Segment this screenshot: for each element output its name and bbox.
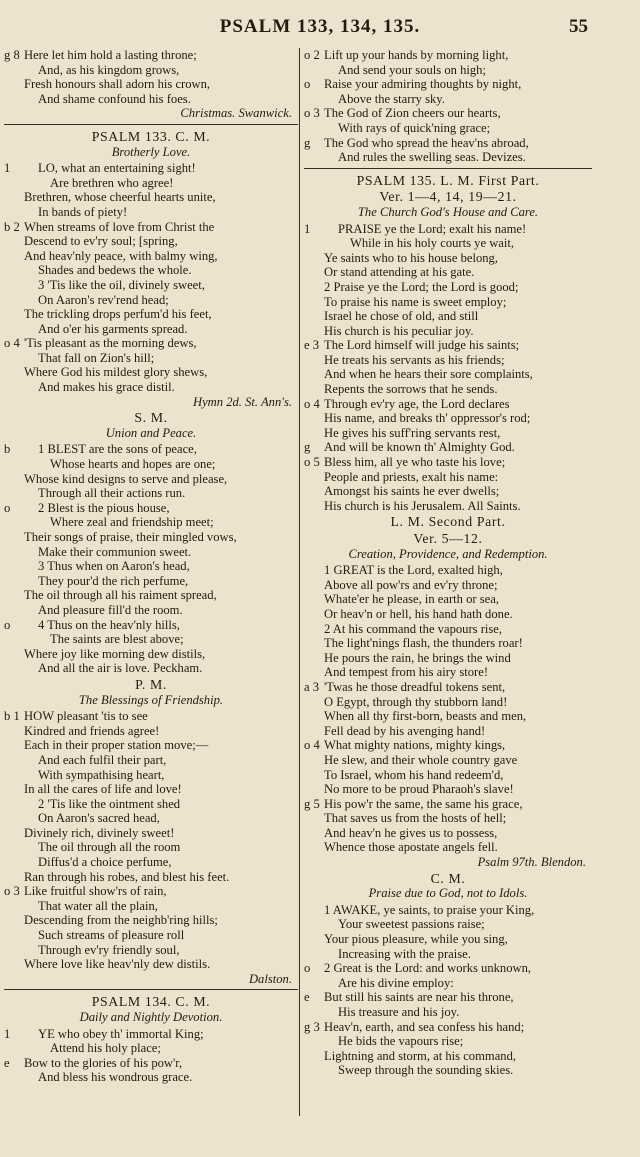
- verse-line: [304, 484, 592, 499]
- page-number: 55: [569, 16, 588, 37]
- page-header: [0, 16, 640, 46]
- verse-marker: b 1: [4, 709, 20, 724]
- verse-line: [4, 530, 298, 545]
- verse-text: That water all the plain,: [38, 898, 158, 913]
- verse-line: [4, 365, 298, 380]
- verse-text: Israel he chose of old, and still: [324, 309, 479, 324]
- verse-text: 'Tis pleasant as the morning dews,: [24, 336, 197, 351]
- verse-line: [304, 738, 592, 753]
- verse-line: [4, 899, 298, 914]
- verse-marker: o 4: [304, 396, 320, 411]
- verse-text: Fell dead by his avenging hand!: [324, 723, 486, 738]
- verse-text: That saves us from the hosts of hell;: [324, 811, 507, 826]
- verse-line: [4, 661, 298, 676]
- verse-line: [4, 63, 298, 78]
- verse-text: 'Twas he those dreadful tokens sent,: [324, 679, 506, 694]
- verse-line: [4, 588, 298, 603]
- verse-line: [4, 1027, 298, 1042]
- verse-text: Each in their proper station move;—: [24, 738, 209, 753]
- verse-text: In all the cares of life and love!: [24, 782, 182, 797]
- verse-text: 1 AWAKE, ye saints, to praise your King,: [324, 902, 535, 917]
- verse-line: [4, 618, 298, 633]
- verse-line: [4, 724, 298, 739]
- verse-text: And bless his wondrous grace.: [38, 1070, 193, 1085]
- verse-line: [304, 295, 592, 310]
- verse-line: [304, 63, 592, 78]
- verse-marker: o 5: [304, 455, 320, 470]
- verse-line: [4, 943, 298, 958]
- verse-text: YE who obey th' immortal King;: [38, 1026, 204, 1041]
- verse-text: And each fulfil their part,: [38, 752, 167, 767]
- verse-text: Lightning and storm, at his command,: [324, 1048, 517, 1063]
- verse-text: Such streams of pleasure roll: [38, 928, 185, 943]
- verse-line: [4, 632, 298, 647]
- verse-line: [4, 472, 298, 487]
- verse-text: And heav'nly peace, with balmy wing,: [24, 248, 218, 263]
- verse-text: Bow to the glories of his pow'r,: [24, 1055, 183, 1070]
- hymn-subtitle: Union and Peace.: [105, 425, 197, 440]
- verse-text: Whose hearts and hopes are one;: [50, 457, 216, 472]
- verse-text: His pow'r the same, the same his grace,: [324, 796, 523, 811]
- tune-name: Hymn 2d. St. Ann's.: [192, 394, 292, 409]
- verse-line: [304, 411, 592, 426]
- hymn-heading: P. M.: [135, 676, 167, 692]
- verse-text: The saints are blest above;: [50, 632, 184, 647]
- verse-line: [304, 470, 592, 485]
- verse-line: [304, 440, 592, 455]
- verse-text: To praise his name is sweet employ;: [324, 294, 507, 309]
- verse-text: Where love like heav'nly dew distils.: [24, 957, 211, 972]
- verse-line: [304, 251, 592, 266]
- verse-line: [304, 724, 592, 739]
- hymn-heading: Ver. 5—12.: [413, 531, 483, 546]
- verse-text: He gives his suff'ring servants rest,: [324, 425, 501, 440]
- verse-line: [4, 515, 298, 530]
- verse-line: [4, 545, 298, 560]
- hymn-heading: PSALM 133. C. M.: [91, 128, 211, 144]
- verse-text: And all the air is love. Peckham.: [38, 661, 203, 676]
- verse-line: [4, 336, 298, 351]
- verse-line: [304, 651, 592, 666]
- verse-text: Like fruitful show'rs of rain,: [24, 884, 167, 899]
- verse-text: When streams of love from Christ the: [24, 219, 215, 234]
- verse-line: [304, 77, 592, 92]
- verse-text: And makes his grace distil.: [38, 380, 175, 395]
- verse-line: [304, 811, 592, 826]
- verse-text: To Israel, whom his hand redeem'd,: [324, 767, 504, 782]
- verse-line: [4, 486, 298, 501]
- verse-text: 3 Thus when on Aaron's head,: [38, 559, 190, 574]
- verse-text: The God who spread the heav'ns abroad,: [324, 135, 529, 150]
- verse-text: With sympathising heart,: [38, 767, 165, 782]
- verse-text: And pleasure fill'd the room.: [38, 602, 183, 617]
- verse-text: Your sweetest passions raise;: [338, 917, 485, 932]
- verse-text: Are brethren who agree!: [50, 175, 174, 190]
- verse-line: [4, 161, 298, 176]
- verse-marker: 1: [4, 161, 11, 176]
- hymn-heading: S. M.: [134, 410, 168, 426]
- verse-marker: o 4: [304, 738, 320, 753]
- verse-text: The oil through all his raiment spread,: [24, 588, 217, 603]
- verse-line: [304, 976, 592, 991]
- verse-marker: b 2: [4, 219, 20, 234]
- verse-line: [304, 768, 592, 783]
- verse-line: [4, 1070, 298, 1085]
- verse-line: [304, 753, 592, 768]
- verse-line: [304, 136, 592, 151]
- verse-text: 4 Thus on the heav'nly hills,: [38, 617, 180, 632]
- verse-text: LO, what an entertaining sight!: [38, 161, 196, 176]
- verse-line: [304, 1020, 592, 1035]
- verse-line: [304, 578, 592, 593]
- hymn-heading: PSALM 135. L. M. First Part.: [356, 172, 540, 188]
- verse-line: [304, 1005, 592, 1020]
- column-divider: [299, 48, 300, 1116]
- verse-line: [304, 92, 592, 107]
- verse-line: [304, 1063, 592, 1078]
- verse-line: [304, 150, 592, 165]
- verse-line: [4, 957, 298, 972]
- verse-marker: g: [304, 135, 311, 150]
- verse-line: [304, 48, 592, 63]
- verse-line: [304, 106, 592, 121]
- verse-line: [4, 263, 298, 278]
- verse-text: Where God his mildest glory shews,: [24, 365, 208, 380]
- section-rule: [4, 124, 298, 125]
- verse-text: Or heav'n or hell, his hand hath done.: [324, 606, 513, 621]
- verse-text: And heav'n he gives us to possess,: [324, 825, 498, 840]
- hymn-heading: PSALM 134. C. M.: [91, 994, 211, 1010]
- verse-line: [304, 382, 592, 397]
- verse-text: And tempest from his airy store!: [324, 665, 489, 680]
- section-rule: [304, 168, 592, 169]
- verse-text: 2 Great is the Lord: and works unknown,: [324, 961, 532, 976]
- verse-text: PRAISE ye the Lord; exalt his name!: [338, 221, 527, 236]
- verse-text: And send your souls on high;: [338, 62, 486, 77]
- verse-line: [4, 293, 298, 308]
- verse-marker: a 3: [304, 679, 320, 694]
- hymn-subtitle: Creation, Providence, and Redemption.: [348, 546, 548, 561]
- verse-line: [4, 176, 298, 191]
- verse-line: [4, 77, 298, 92]
- verse-text: Descend to ev'ry soul; [spring,: [24, 234, 178, 249]
- verse-line: [4, 442, 298, 457]
- verse-text: Ye saints who to his house belong,: [324, 250, 498, 265]
- verse-text: Through ev'ry friendly soul,: [38, 942, 180, 957]
- verse-marker: o 3: [304, 106, 320, 121]
- verse-text: Your pious pleasure, while you sing,: [324, 932, 508, 947]
- verse-line: [304, 592, 592, 607]
- verse-text: And shame confound his foes.: [38, 91, 191, 106]
- verse-line: [4, 797, 298, 812]
- verse-text: He pours the rain, he brings the wind: [324, 650, 511, 665]
- verse-marker: g: [304, 440, 311, 455]
- tune-name: Psalm 97th. Blendon.: [477, 855, 586, 870]
- verse-line: [4, 278, 298, 293]
- verse-line: [304, 338, 592, 353]
- verse-line: [304, 917, 592, 932]
- verse-text: In bands of piety!: [38, 204, 128, 219]
- verse-marker: o 3: [4, 884, 20, 899]
- verse-text: Ran through his robes, and blest his feet.: [24, 869, 230, 884]
- tune-name: Christmas. Swanwick.: [180, 106, 292, 121]
- verse-text: HOW pleasant 'tis to see: [24, 709, 148, 724]
- verse-line: [304, 840, 592, 855]
- verse-line: [304, 695, 592, 710]
- verse-line: [4, 48, 298, 63]
- verse-line: [304, 636, 592, 651]
- verse-text: And rules the swelling seas. Devizes.: [338, 150, 526, 165]
- verse-text: His church is his Jerusalem. All Saints.: [324, 498, 521, 513]
- verse-line: [304, 426, 592, 441]
- hymn-heading: C. M.: [430, 870, 466, 886]
- verse-line: [304, 961, 592, 976]
- verse-text: People and priests, exalt his name:: [324, 469, 499, 484]
- verse-text: No more to be proud Pharaoh's slave!: [324, 782, 514, 797]
- verse-text: With rays of quick'ning grace;: [338, 120, 491, 135]
- verse-text: The light'nings flash, the thunders roar!: [324, 636, 523, 651]
- verse-line: [4, 870, 298, 885]
- verse-text: On Aaron's rev'rend head;: [38, 292, 169, 307]
- verse-marker: g 5: [304, 796, 320, 811]
- verse-line: [304, 709, 592, 724]
- verse-line: [304, 222, 592, 237]
- verse-line: [4, 1041, 298, 1056]
- verse-text: Repents the sorrows that he sends.: [324, 382, 498, 397]
- verse-text: Attend his holy place;: [50, 1041, 161, 1056]
- verse-line: [4, 380, 298, 395]
- verse-text: Make their communion sweet.: [38, 544, 192, 559]
- verse-line: [4, 709, 298, 724]
- verse-text: Where zeal and friendship meet;: [50, 515, 214, 530]
- verse-text: 2 At his command the vapours rise,: [324, 621, 503, 636]
- verse-line: [4, 501, 298, 516]
- verse-marker: g 3: [304, 1019, 320, 1034]
- verse-line: [4, 249, 298, 264]
- verse-text: Whence those apostate angels fell.: [324, 840, 498, 855]
- verse-text: Where joy like morning dew distils,: [24, 646, 206, 661]
- verse-text: 1 GREAT is the Lord, exalted high,: [324, 563, 503, 578]
- verse-line: [304, 903, 592, 918]
- verse-text: The oil through all the room: [38, 840, 181, 855]
- verse-line: [4, 647, 298, 662]
- verse-text: O Egypt, through thy stubborn land!: [324, 694, 508, 709]
- verse-text: 2 Praise ye the Lord; the Lord is good;: [324, 279, 519, 294]
- verse-line: [304, 782, 592, 797]
- verse-text: Increasing with the praise.: [338, 946, 471, 961]
- verse-text: Brethren, whose cheerful hearts unite,: [24, 190, 216, 205]
- verse-text: Raise your admiring thoughts by night,: [324, 77, 522, 92]
- verse-text: His name, and breaks th' oppressor's rod;: [324, 411, 531, 426]
- verse-line: [304, 397, 592, 412]
- verse-text: 2 'Tis like the ointment shed: [38, 796, 181, 811]
- verse-line: [4, 351, 298, 366]
- hymn-subtitle: Brotherly Love.: [111, 144, 191, 159]
- verse-text: And when he hears their sore complaints,: [324, 367, 533, 382]
- verse-text: That fall on Zion's hill;: [38, 350, 155, 365]
- verse-line: [304, 309, 592, 324]
- verse-line: [4, 826, 298, 841]
- verse-text: On Aaron's sacred head,: [38, 811, 160, 826]
- verse-text: Are his divine employ:: [338, 975, 454, 990]
- left-column: [4, 48, 298, 1085]
- verse-text: 1 BLEST are the sons of peace,: [38, 442, 197, 457]
- verse-marker: o: [304, 961, 311, 976]
- verse-text: Heav'n, earth, and sea confess his hand;: [324, 1019, 525, 1034]
- verse-text: He slew, and their whole country gave: [324, 752, 518, 767]
- verse-text: 3 'Tis like the oil, divinely sweet,: [38, 277, 205, 292]
- verse-line: [4, 884, 298, 899]
- verse-line: [4, 234, 298, 249]
- verse-line: [304, 826, 592, 841]
- verse-text: And, as his kingdom grows,: [38, 62, 180, 77]
- verse-line: [304, 236, 592, 251]
- verse-line: [304, 990, 592, 1005]
- verse-line: [4, 855, 298, 870]
- verse-marker: o: [304, 77, 311, 92]
- verse-line: [4, 559, 298, 574]
- verse-text: Here let him hold a lasting throne;: [24, 48, 197, 62]
- verse-text: While in his holy courts ye wait,: [350, 236, 515, 251]
- verse-line: [4, 753, 298, 768]
- verse-text: He treats his servants as his friends;: [324, 352, 505, 367]
- verse-line: [304, 121, 592, 136]
- verse-marker: b: [4, 442, 11, 457]
- verse-marker: e 3: [304, 338, 320, 353]
- verse-line: [4, 190, 298, 205]
- verse-line: [304, 1034, 592, 1049]
- verse-line: [304, 680, 592, 695]
- verse-marker: o 2: [304, 48, 320, 62]
- tune-name: Dalston.: [248, 971, 292, 986]
- verse-line: [304, 499, 592, 514]
- verse-marker: e: [304, 990, 310, 1005]
- verse-line: [304, 607, 592, 622]
- hymn-heading: L. M. Second Part.: [390, 514, 506, 530]
- hymn-subtitle: The Blessings of Friendship.: [78, 692, 224, 707]
- verse-line: [4, 205, 298, 220]
- verse-line: [4, 1056, 298, 1071]
- verse-text: The trickling drops perfum'd his feet,: [24, 307, 212, 322]
- section-rule: [4, 989, 298, 990]
- verse-line: [4, 782, 298, 797]
- verse-text: When all thy first-born, beasts and men,: [324, 709, 527, 724]
- verse-line: [304, 563, 592, 578]
- hymn-subtitle: The Church God's House and Care.: [357, 204, 539, 219]
- verse-line: [304, 797, 592, 812]
- verse-text: His treasure and his joy.: [338, 1005, 460, 1019]
- verse-line: [304, 1049, 592, 1064]
- verse-text: The Lord himself will judge his saints;: [324, 338, 520, 353]
- verse-line: [4, 913, 298, 928]
- verse-line: [304, 455, 592, 470]
- verse-text: But still his saints are near his throne,: [324, 990, 514, 1005]
- verse-line: [304, 324, 592, 339]
- verse-text: Diffus'd a choice perfume,: [38, 855, 172, 870]
- verse-text: Whose kind designs to serve and please,: [24, 471, 228, 486]
- verse-line: [4, 574, 298, 589]
- verse-text: Descending from the neighb'ring hills;: [24, 913, 218, 928]
- verse-text: Sweep through the sounding skies.: [338, 1063, 514, 1078]
- hymn-subtitle: Daily and Nightly Devotion.: [79, 1010, 223, 1024]
- verse-text: He bids the vapours rise;: [338, 1034, 464, 1049]
- right-column: [304, 48, 592, 1078]
- verse-text: Whate'er he please, in earth or sea,: [324, 592, 499, 607]
- verse-text: And will be known th' Almighty God.: [324, 440, 515, 455]
- verse-text: Shades and bedews the whole.: [38, 263, 192, 278]
- verse-line: [304, 665, 592, 680]
- verse-text: Bless him, all ye who taste his love;: [324, 455, 506, 470]
- verse-line: [304, 353, 592, 368]
- verse-text: Above the starry sky.: [338, 91, 445, 106]
- verse-marker: 1: [4, 1026, 11, 1041]
- verse-line: [4, 322, 298, 337]
- hymn-heading: Ver. 1—4, 14, 19—21.: [379, 189, 517, 205]
- hymn-subtitle: Praise due to God, not to Idols.: [368, 886, 528, 901]
- verse-marker: e: [4, 1055, 10, 1070]
- verse-text: Lift up your hands by morning light,: [324, 48, 509, 62]
- verse-text: They pour'd the rich perfume,: [38, 573, 189, 588]
- verse-line: [4, 92, 298, 107]
- verse-line: [4, 307, 298, 322]
- verse-text: Above all pow'rs and ev'ry throne;: [324, 577, 498, 592]
- verse-text: And o'er his garments spread.: [38, 321, 188, 336]
- verse-text: 2 Blest is the pious house,: [38, 500, 170, 515]
- verse-line: [4, 768, 298, 783]
- verse-line: [304, 947, 592, 962]
- verse-text: Their songs of praise, their mingled vows,: [24, 530, 237, 544]
- verse-line: [304, 265, 592, 280]
- verse-line: [4, 738, 298, 753]
- verse-text: Amongst his saints he ever dwells;: [324, 484, 500, 499]
- verse-text: Kindred and friends agree!: [24, 723, 160, 738]
- verse-marker: o: [4, 617, 11, 632]
- verse-line: [4, 220, 298, 235]
- verse-line: [304, 367, 592, 382]
- verse-line: [4, 603, 298, 618]
- verse-text: Through ev'ry age, the Lord declares: [324, 396, 510, 411]
- verse-line: [4, 457, 298, 472]
- verse-text: The God of Zion cheers our hearts,: [324, 106, 501, 121]
- verse-marker: 1: [304, 221, 311, 236]
- verse-line: [4, 811, 298, 826]
- verse-text: Or stand attending at his gate.: [324, 265, 475, 280]
- verse-text: His church is his peculiar joy.: [324, 323, 474, 338]
- verse-text: Fresh honours shall adorn his crown,: [24, 77, 211, 92]
- verse-marker: o 4: [4, 336, 20, 351]
- verse-line: [4, 928, 298, 943]
- verse-text: Divinely rich, divinely sweet!: [24, 825, 175, 840]
- verse-line: [304, 280, 592, 295]
- verse-line: [4, 840, 298, 855]
- verse-line: [304, 932, 592, 947]
- verse-line: [304, 622, 592, 637]
- verse-text: Through all their actions run.: [38, 486, 186, 501]
- verse-marker: o: [4, 500, 11, 515]
- verse-marker: g 8: [4, 48, 20, 62]
- verse-text: What mighty nations, mighty kings,: [324, 738, 506, 753]
- running-title: PSALM 133, 134, 135.: [219, 16, 421, 37]
